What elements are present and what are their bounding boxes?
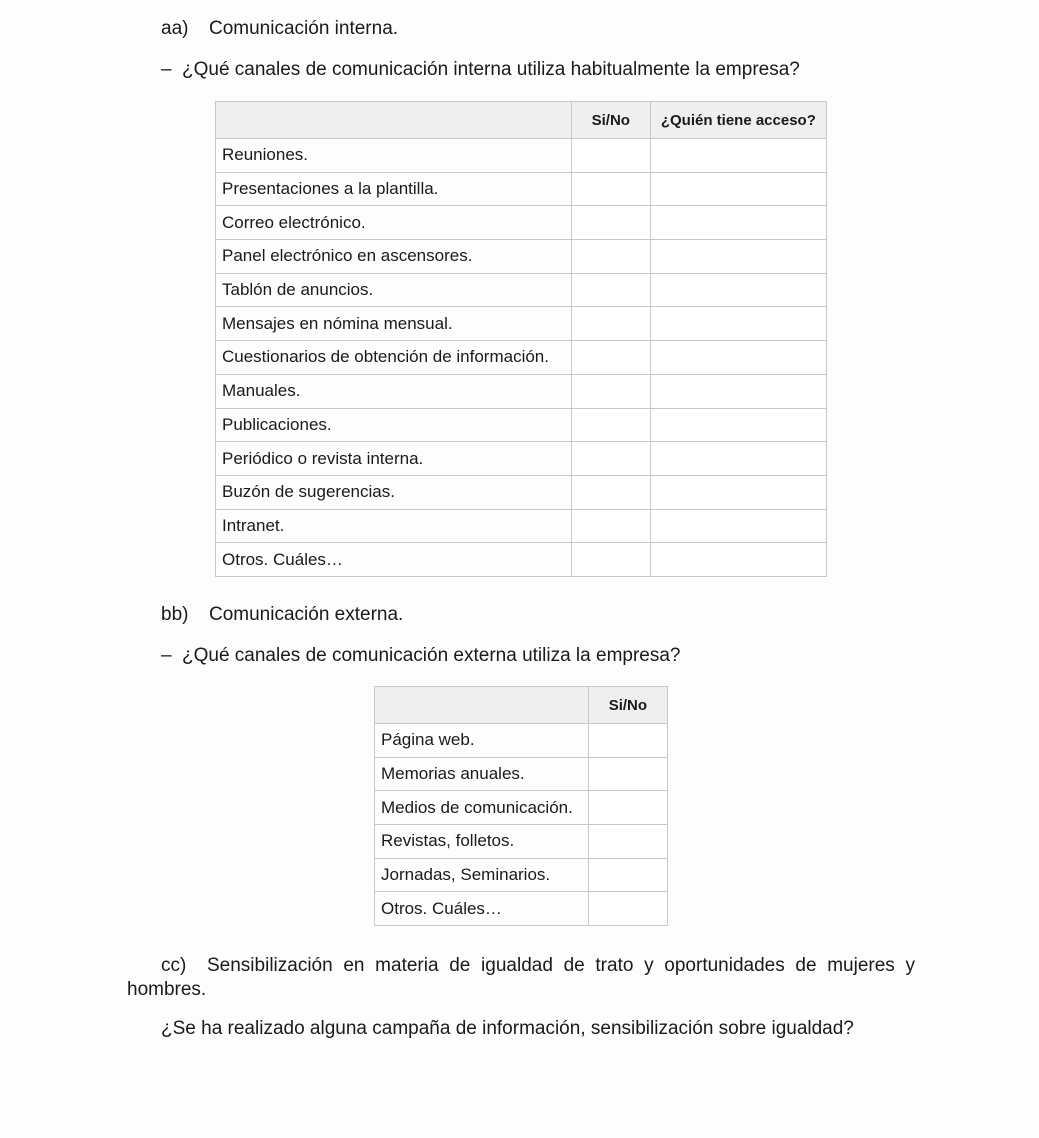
table-row [216, 442, 827, 476]
table-row [375, 892, 668, 926]
channel-label: Correo electrónico. [216, 206, 572, 240]
header-quien-tiene-acceso: ¿Quién tiene acceso? [650, 102, 826, 139]
channel-label: Cuestionarios de obtención de información. [216, 341, 572, 375]
si-no-cell[interactable] [571, 172, 650, 206]
table-row [375, 791, 668, 825]
external-channels-table [374, 686, 668, 926]
table-row [216, 341, 827, 375]
section-title: Sensibilización en materia de igualdad de trato y oportunidades de mujeres y hombres. [127, 955, 915, 1000]
dash-bullet: – [161, 59, 172, 80]
acceso-cell[interactable] [650, 139, 826, 173]
table-row [375, 858, 668, 892]
question-external-channels [161, 645, 681, 667]
acceso-cell[interactable] [650, 240, 826, 274]
channel-label: Tablón de anuncios. [216, 273, 572, 307]
section-title: Comunicación interna. [209, 18, 399, 39]
si-no-cell[interactable] [588, 825, 667, 859]
question-text: ¿Qué canales de comunicación interna utiliza habitualmente la empresa? [182, 59, 800, 80]
section-heading-bb [161, 604, 403, 626]
header-channel [375, 687, 589, 724]
si-no-cell[interactable] [588, 757, 667, 791]
acceso-cell[interactable] [650, 206, 826, 240]
table-row [216, 307, 827, 341]
si-no-cell[interactable] [571, 408, 650, 442]
section-heading-aa [161, 18, 398, 40]
table-row [216, 475, 827, 509]
channel-label: Medios de comunicación. [375, 791, 589, 825]
si-no-cell[interactable] [571, 206, 650, 240]
table-row [375, 757, 668, 791]
channel-label: Memorias anuales. [375, 757, 589, 791]
question-text: ¿Se ha realizado alguna campaña de información, sensibilización sobre igualdad? [161, 1018, 854, 1039]
channel-label: Otros. Cuáles… [375, 892, 589, 926]
channel-label: Otros. Cuáles… [216, 543, 572, 577]
si-no-cell[interactable] [588, 858, 667, 892]
table-row [375, 825, 668, 859]
section-marker: aa) [161, 18, 189, 39]
acceso-cell[interactable] [650, 172, 826, 206]
channel-label: Periódico o revista interna. [216, 442, 572, 476]
si-no-cell[interactable] [571, 543, 650, 577]
acceso-cell[interactable] [650, 341, 826, 375]
si-no-cell[interactable] [571, 240, 650, 274]
table-row [216, 374, 827, 408]
acceso-cell[interactable] [650, 273, 826, 307]
channel-label: Buzón de sugerencias. [216, 475, 572, 509]
channel-label: Publicaciones. [216, 408, 572, 442]
channel-label: Intranet. [216, 509, 572, 543]
header-channel [216, 102, 572, 139]
channel-label: Jornadas, Seminarios. [375, 858, 589, 892]
section-title: Comunicación externa. [209, 604, 404, 625]
section-heading-cc [127, 954, 915, 1002]
table-header-row [216, 102, 827, 139]
header-si-no: Si/No [588, 687, 667, 724]
si-no-cell[interactable] [571, 273, 650, 307]
acceso-cell[interactable] [650, 374, 826, 408]
si-no-cell[interactable] [571, 442, 650, 476]
si-no-cell[interactable] [588, 724, 667, 758]
si-no-cell[interactable] [571, 475, 650, 509]
table-row [216, 273, 827, 307]
channel-label: Reuniones. [216, 139, 572, 173]
table-row [216, 543, 827, 577]
acceso-cell[interactable] [650, 307, 826, 341]
question-equality-campaign [161, 1018, 854, 1040]
table-row [216, 240, 827, 274]
section-marker: cc) [161, 955, 187, 976]
channel-label: Manuales. [216, 374, 572, 408]
acceso-cell[interactable] [650, 442, 826, 476]
table-row [216, 408, 827, 442]
section-marker: bb) [161, 604, 189, 625]
si-no-cell[interactable] [571, 307, 650, 341]
si-no-cell[interactable] [571, 139, 650, 173]
header-si-no: Si/No [571, 102, 650, 139]
channel-label: Mensajes en nómina mensual. [216, 307, 572, 341]
channel-label: Página web. [375, 724, 589, 758]
si-no-cell[interactable] [588, 791, 667, 825]
table-header-row [375, 687, 668, 724]
table-row [216, 206, 827, 240]
acceso-cell[interactable] [650, 408, 826, 442]
si-no-cell[interactable] [571, 374, 650, 408]
acceso-cell[interactable] [650, 475, 826, 509]
table-row [375, 724, 668, 758]
acceso-cell[interactable] [650, 543, 826, 577]
si-no-cell[interactable] [571, 341, 650, 375]
internal-channels-table [215, 101, 827, 577]
table-row [216, 172, 827, 206]
question-internal-channels [161, 59, 800, 81]
table-row [216, 509, 827, 543]
channel-label: Presentaciones a la plantilla. [216, 172, 572, 206]
table-row [216, 139, 827, 173]
channel-label: Panel electrónico en ascensores. [216, 240, 572, 274]
channel-label: Revistas, folletos. [375, 825, 589, 859]
si-no-cell[interactable] [588, 892, 667, 926]
question-text: ¿Qué canales de comunicación externa utiliza la empresa? [182, 645, 681, 666]
acceso-cell[interactable] [650, 509, 826, 543]
si-no-cell[interactable] [571, 509, 650, 543]
dash-bullet: – [161, 645, 172, 666]
